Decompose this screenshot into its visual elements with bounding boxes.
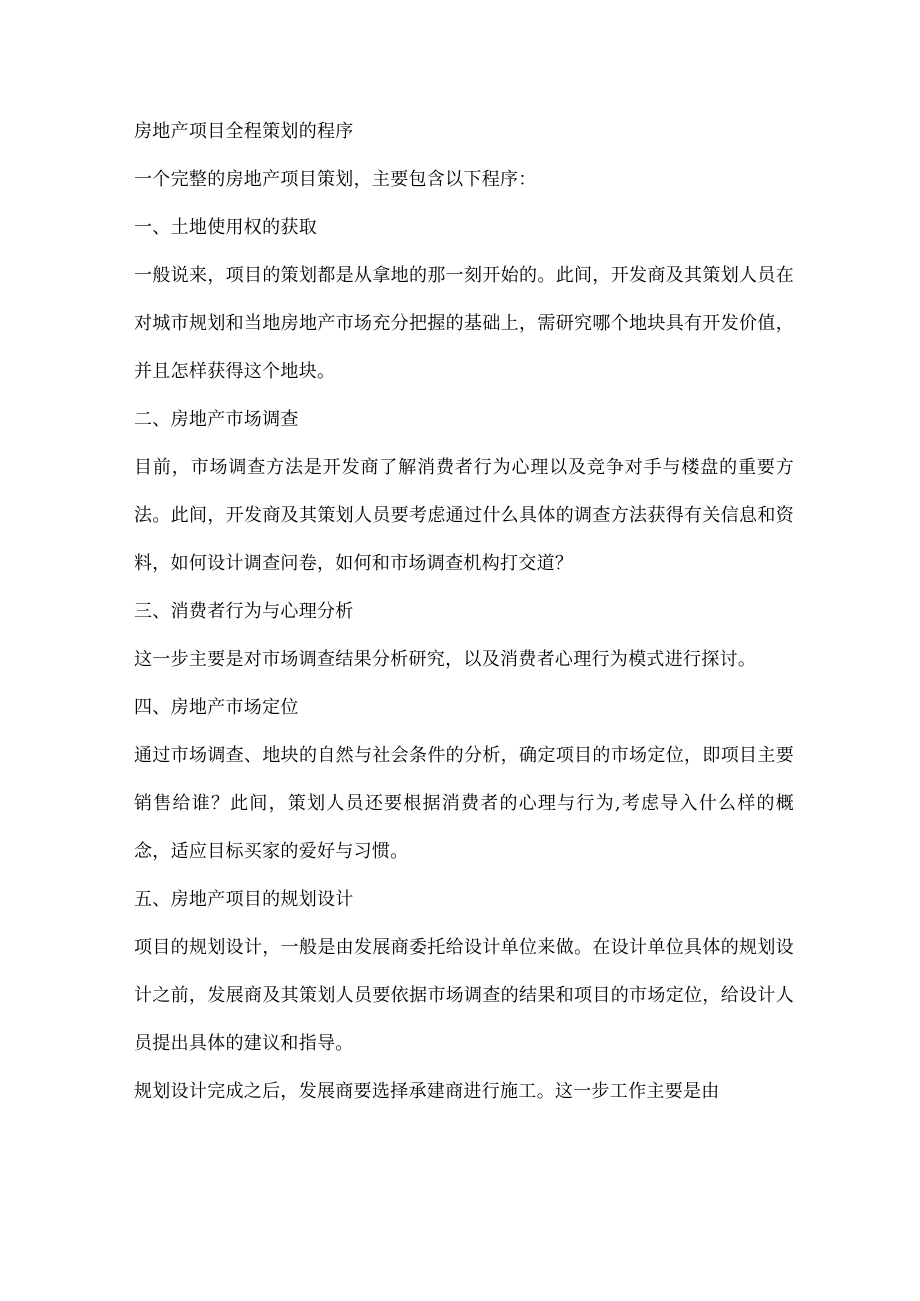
section-2-paragraph-1: 目前，市场调查方法是开发商了解消费者行为心理以及竞争对手与楼盘的重要方法。此间，开发商及其策划人员要考虑通过什么具体的调查方法获得有关信息和资料，如何设计调查问卷，如何和市场调查机构打交道？ xyxy=(134,457,794,574)
section-4-paragraph-1: 通过市场调查、地块的自然与社会条件的分析，确定项目的市场定位，即项目主要销售给谁？此间，策划人员还要根据消费者的心理与行为,考虑导入什么样的概念，适应目标买家的爱好与习惯。 xyxy=(134,745,794,862)
section-heading-4: 四、房地产市场定位 xyxy=(134,697,299,718)
section-heading-2: 二、房地产市场调查 xyxy=(134,409,299,430)
document-body xyxy=(134,108,794,1116)
section-5-paragraph-1: 项目的规划设计，一般是由发展商委托给设计单位来做。在设计单位具体的规划设计之前，发展商及其策划人员要依据市场调查的结果和项目的市场定位，给设计人员提出具体的建议和指导。 xyxy=(134,937,794,1054)
section-3-paragraph-1: 这一步主要是对市场调查结果分析研究，以及消费者心理行为模式进行探讨。 xyxy=(134,649,757,670)
section-1-paragraph-1: 一般说来，项目的策划都是从拿地的那一刻开始的。此间，开发商及其策划人员在对城市规划和当地房地产市场充分把握的基础上，需研究哪个地块具有开发价值，并且怎样获得这个地块。 xyxy=(134,265,794,382)
section-5-paragraph-2: 规划设计完成之后，发展商要选择承建商进行施工。这一步工作主要是由 xyxy=(134,1081,720,1102)
section-heading-1: 一、土地使用权的获取 xyxy=(134,217,317,238)
intro-paragraph: 一个完整的房地产项目策划，主要包含以下程序： xyxy=(134,169,537,190)
document-title: 房地产项目全程策划的程序 xyxy=(134,121,354,142)
section-heading-3: 三、消费者行为与心理分析 xyxy=(134,601,354,622)
section-heading-5: 五、房地产项目的规划设计 xyxy=(134,889,354,910)
